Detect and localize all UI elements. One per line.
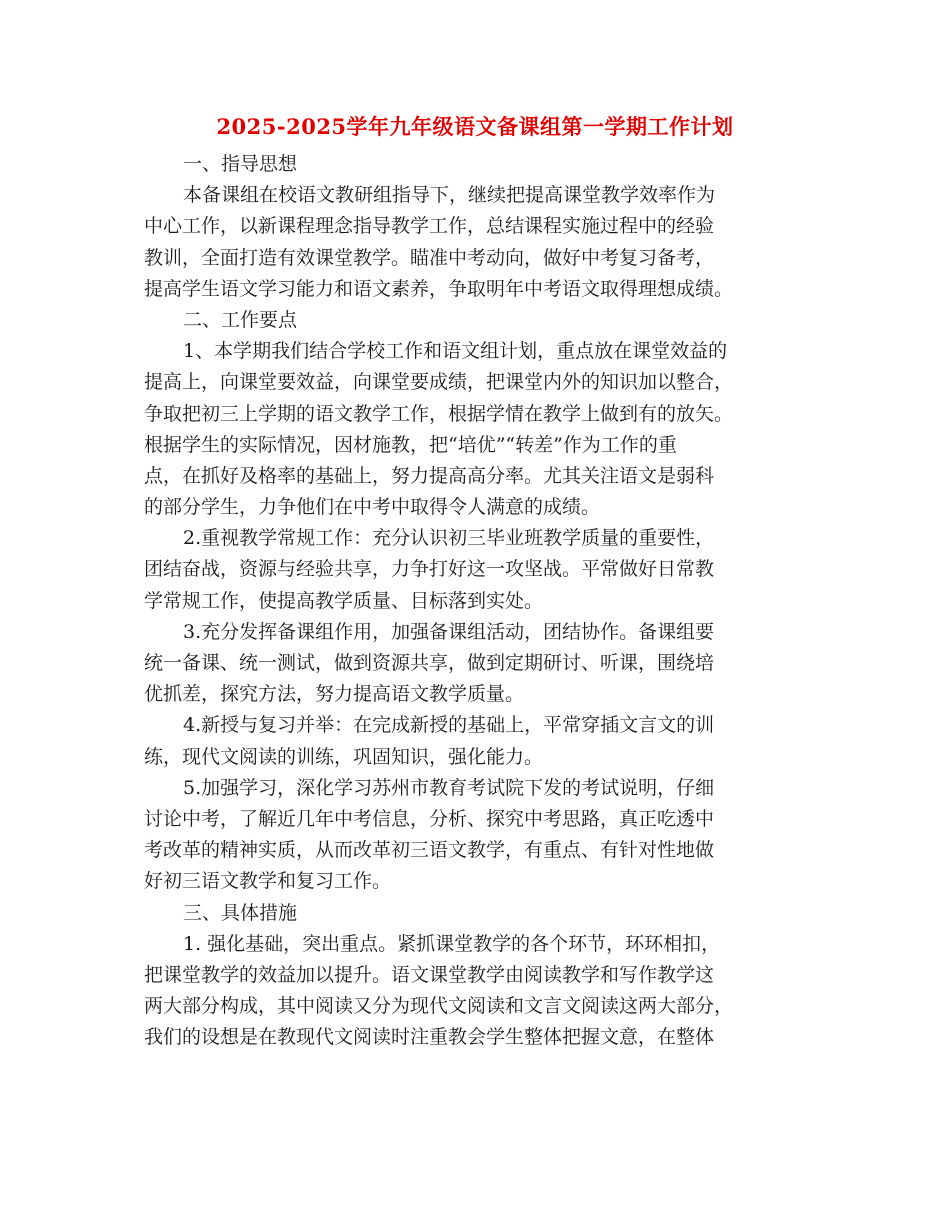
text-line: 3.充分发挥备课组作用，加强备课组活动，团结协作。备课组要 — [183, 620, 715, 643]
text-line: 两大部分构成，其中阅读又分为现代文阅读和文言文阅读这两大部分， — [144, 995, 734, 1018]
text-line: 1、本学期我们结合学校工作和语文组计划，重点放在课堂效益的 — [183, 340, 728, 363]
document-title: 2025-2025学年九年级语文备课组第一学期工作计划 — [216, 114, 734, 139]
text-line: 三、具体措施 — [183, 901, 298, 924]
text-line: 5.加强学习，深化学习苏州市教育考试院下发的考试说明，仔细 — [183, 776, 715, 799]
text-line: 提高上，向课堂要效益，向课堂要成绩，把课堂内外的知识加以整合， — [144, 371, 734, 394]
text-line: 练，现代文阅读的训练，巩固知识，强化能力。 — [144, 745, 544, 768]
text-line: 讨论中考，了解近几年中考信息，分析、探究中考思路，真正吃透中 — [144, 807, 715, 830]
text-line: 争取把初三上学期的语文教学工作，根据学情在教学上做到有的放矢。 — [144, 402, 734, 425]
text-line: 一、指导思想 — [183, 153, 298, 175]
document-body — [144, 149, 814, 1053]
text-line: 优抓差，探究方法，努力提高语文教学质量。 — [144, 683, 525, 706]
text-line: 根据学生的实际情况，因材施教，把“培优”“转差”作为工作的重 — [144, 433, 677, 456]
text-line: 2.重视教学常规工作：充分认识初三毕业班教学质量的重要性， — [183, 527, 715, 550]
text-line: 把课堂教学的效益加以提升。语文课堂教学由阅读教学和写作教学这 — [144, 963, 715, 986]
text-line: 本备课组在校语文教研组指导下，继续把提高课堂教学效率作为 — [183, 184, 716, 207]
text-line: 的部分学生，力争他们在中考中取得令人满意的成绩。 — [144, 496, 601, 519]
text-line: 好初三语文教学和复习工作。 — [144, 870, 392, 893]
text-line: 团结奋战，资源与经验共享，力争打好这一攻坚战。平常做好日常教 — [144, 558, 715, 581]
text-line: 统一备课、统一测试，做到资源共享，做到定期研讨、听课，围绕培 — [144, 652, 715, 674]
text-line: 学常规工作，使提高教学质量、目标落到实处。 — [144, 589, 544, 612]
text-line: 1. 强化基础，突出重点。紧抓课堂教学的各个环节，环环相扣， — [183, 932, 721, 955]
text-line: 考改革的精神实质，从而改革初三语文教学，有重点、有针对性地做 — [144, 839, 715, 862]
text-line: 我们的设想是在教现代文阅读时注重教会学生整体把握文意，在整体 — [144, 1026, 715, 1049]
text-line: 点，在抓好及格率的基础上，努力提高高分率。尤其关注语文是弱科 — [144, 464, 715, 487]
text-line: 中心工作，以新课程理念指导教学工作，总结课程实施过程中的经验 — [144, 215, 715, 238]
text-line: 提高学生语文学习能力和语文素养，争取明年中考语文取得理想成绩。 — [144, 277, 734, 300]
text-line: 二、工作要点 — [183, 308, 298, 331]
text-line: 4.新授与复习并举：在完成新授的基础上，平常穿插文言文的训 — [183, 714, 715, 737]
text-line: 教训，全面打造有效课堂教学。瞄准中考动向，做好中考复习备考， — [144, 246, 715, 269]
